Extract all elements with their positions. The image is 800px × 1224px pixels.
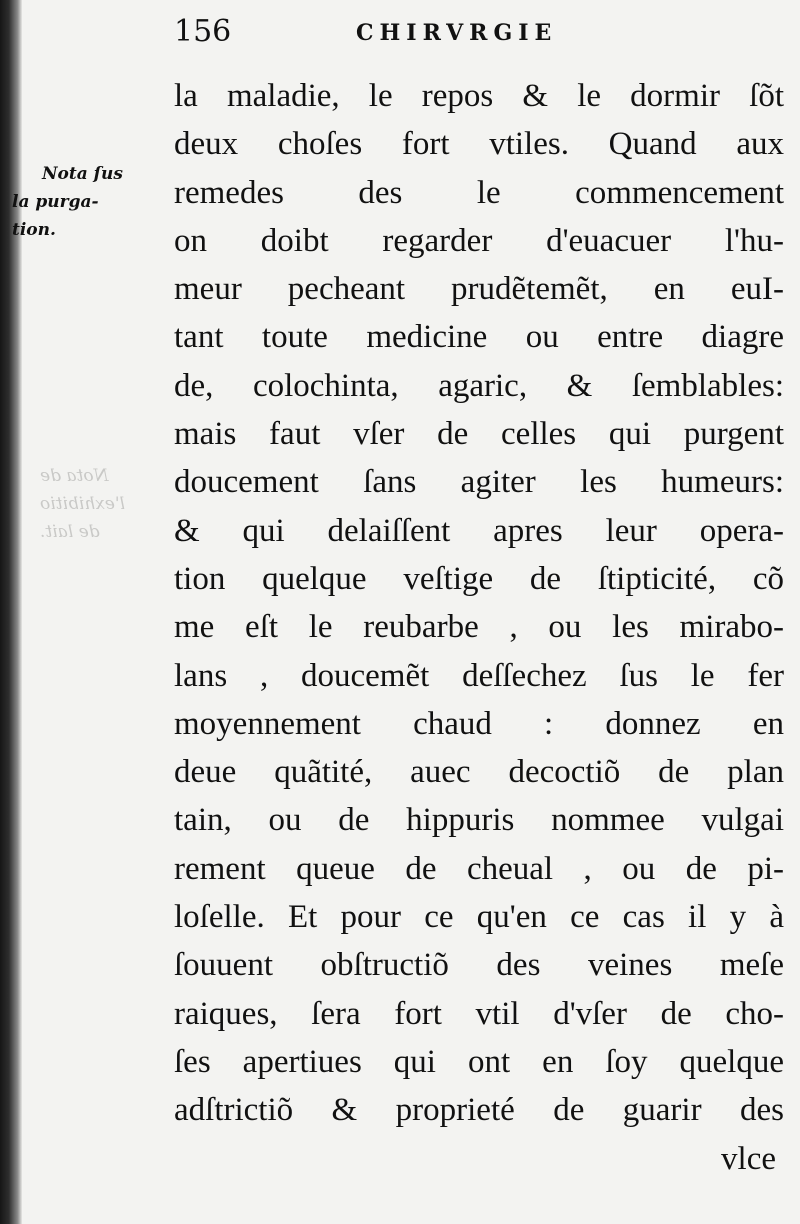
marginal-note-line: tion. — [12, 220, 56, 240]
text-line: on doibt regarder d'euacuer l'hu- — [174, 222, 784, 259]
text-line: raiques, ſera fort vtil d'vſer de cho- — [174, 995, 784, 1032]
text-line: de, colochinta, agaric, & ſemblables: — [174, 367, 784, 404]
text-line: me eſt le reubarbe , ou les mirabo- — [174, 609, 784, 646]
page-number: 156 — [174, 14, 232, 49]
text-line: meur pecheant prudẽtemẽt, en euI- — [174, 271, 784, 308]
text-line: deux choſes fort vtiles. Quand aux — [174, 126, 784, 163]
show-through-line: de lait. — [40, 522, 100, 542]
show-through-line: l'exhibitio — [40, 494, 125, 514]
marginal-note — [12, 160, 172, 244]
text-line: & qui delaiſſent apres leur opera- — [174, 512, 784, 549]
text-line: tain, ou de hippuris nommee vulgai — [174, 802, 784, 839]
text-line: remedes des le commencement — [174, 174, 784, 211]
show-through-line: Nota de — [40, 466, 109, 486]
text-line: adſtrictiõ & proprieté de guarir des — [174, 1092, 784, 1129]
body-text — [174, 72, 784, 1183]
text-line: la maladie, le repos & le dormir ſõt — [174, 78, 784, 114]
text-line: ſouuent obſtructiõ des veines meſe — [174, 947, 784, 984]
text-line: deue quãtité, auec decoctiõ de plan — [174, 754, 784, 791]
page-header — [174, 14, 604, 50]
text-line: mais faut vſer de celles qui purgent — [174, 416, 784, 453]
running-head: CHIRVRGIE — [356, 20, 558, 46]
text-line: doucement ſans agiter les humeurs: — [174, 464, 784, 501]
text-line: loſelle. Et pour ce qu'en ce cas il y à — [174, 899, 784, 936]
show-through-marginal-note — [40, 462, 170, 546]
text-line: rement queue de cheual , ou de pi- — [174, 850, 784, 887]
text-line: tion quelque veſtige de ſtipticité, cõ — [174, 560, 784, 597]
text-line: lans , doucemẽt deſſechez ſus le fer — [174, 657, 784, 694]
text-line: moyennement chaud : donnez en — [174, 705, 784, 742]
text-line: tant toute medicine ou entre diagre — [174, 319, 784, 356]
marginal-note-line: la purga- — [12, 192, 99, 212]
marginal-note-line: Nota ſus — [42, 164, 123, 184]
text-line: ſes apertiues qui ont en ſoy quelque — [174, 1043, 784, 1080]
catchword: vlce — [721, 1140, 776, 1177]
